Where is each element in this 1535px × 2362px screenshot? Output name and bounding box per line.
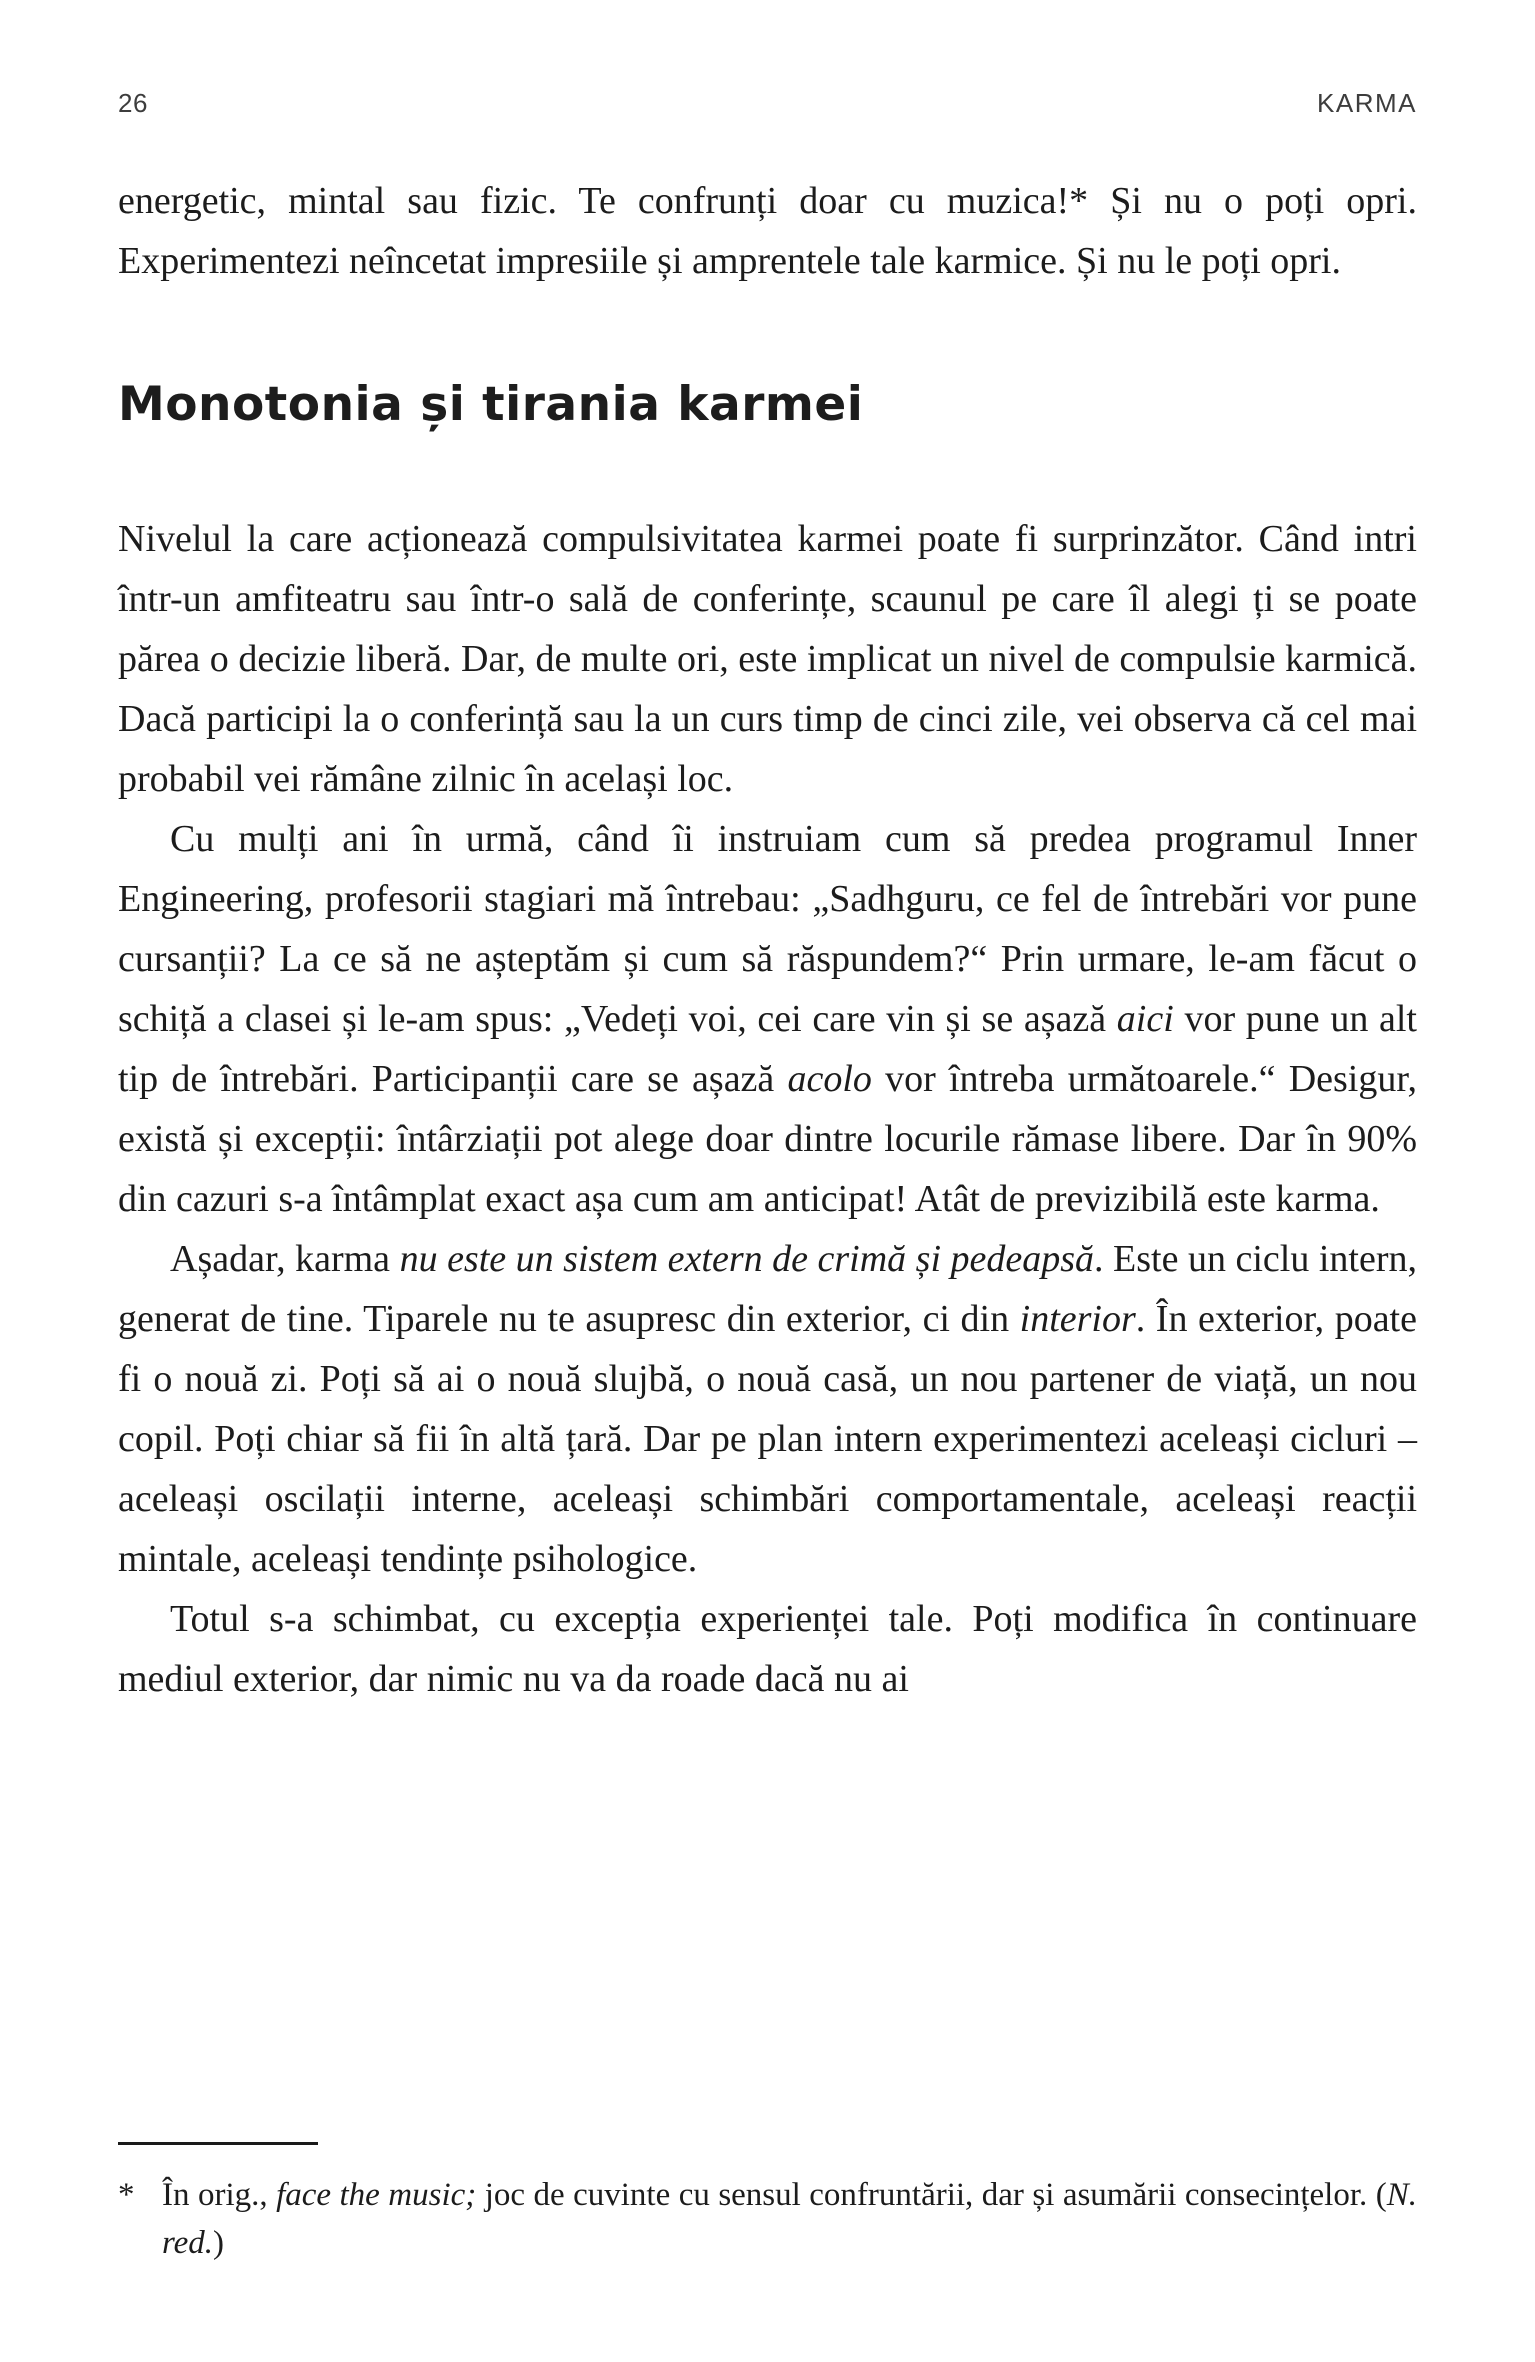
paragraph-2-text: vor pune un alt tip de întrebări. Participanții care se așază — [118, 998, 1417, 1101]
intro-block — [118, 171, 1417, 291]
paragraph-1: Nivelul la care acționează compulsivitatea karmei poate fi surprinzător. Când intri într-un amfiteatru sau într-o sală de conferințe, scaunul pe care îl alegi ți se poate părea o decizie liberă. Dar, de multe ori, este implicat un nivel de compulsie karmică. Dacă participi la o conferință sau la un curs timp de cinci zile, vei observa că cel mai probabil vei rămâne zilnic în același loc. — [118, 518, 1417, 801]
footnote — [118, 2171, 1417, 2267]
footnote-text — [162, 2171, 1417, 2267]
paragraph-3-text: . Este un ciclu intern, generat de tine. Tiparele nu te asupresc din exterior, ci din — [118, 1238, 1417, 1341]
italic-phrase-crima-si-pedeapsa: nu este un sistem extern de crimă și pedeapsă — [399, 1238, 1095, 1281]
italic-phrase-interior: interior — [1019, 1298, 1136, 1341]
paragraph-2-text: vor întreba următoarele.“ Desigur, există și excepții: întârziații pot alege doar dintre locurile rămase libere. Dar în 90% din cazuri s-a întâmplat exact așa cum am anticipat! Atât de previzibilă este karma. — [118, 1058, 1417, 1221]
italic-phrase-n-red: N. red. — [162, 2177, 1417, 2261]
footnote-text-part: ) — [213, 2225, 225, 2261]
footnote-marker: * — [118, 2177, 135, 2213]
italic-phrase-acolo: acolo — [787, 1058, 872, 1101]
footnote-text-part: În orig., — [162, 2177, 277, 2213]
paragraph-3 — [118, 1229, 1417, 1589]
paragraph-2 — [118, 809, 1417, 1229]
running-head — [118, 88, 1417, 119]
section-heading: Monotonia și tirania karmei — [118, 377, 864, 432]
italic-phrase-face-the-music: face the music; — [276, 2177, 477, 2213]
page-number: 26 — [118, 88, 148, 118]
footnote-divider — [118, 2142, 318, 2145]
running-header-title: KARMA — [1317, 88, 1417, 118]
paragraph-2-text: Cu mulți ani în urmă, când îi instruiam cum să predea programul Inner Engineering, profesorii stagiari mă întrebau: „Sadhguru, ce fel de întrebări vor pune cursanții? La ce să ne așteptăm și cum să răspundem?“ Prin urmare, le-am făcut o schiță a clasei și le-am spus: „Vedeți voi, cei care vin și se așază — [118, 818, 1417, 1041]
paragraph-3-text: . În exterior, poate fi o nouă zi. Poți să ai o nouă slujbă, o nouă casă, un nou partener de viață, un nou copil. Poți chiar să fii în altă țară. Dar pe plan intern experimentezi aceleași cicluri – aceleași oscilații interne, aceleași schimbări comportamentale, aceleași reacții mintale, aceleași tendințe psihologice. — [118, 1298, 1417, 1581]
intro-paragraph: energetic, mintal sau fizic. Te confrunți doar cu muzica!* Și nu o poți opri. Experimentezi neîncetat impresiile și amprentele tale karmice. Și nu le poți opri. — [118, 180, 1417, 282]
footnote-block — [118, 2142, 1417, 2267]
paragraph-4: Totul s-a schimbat, cu excepția experienței tale. Poți modifica în continuare mediul exterior, dar nimic nu va da roade dacă nu ai — [118, 1598, 1417, 1701]
italic-phrase-aici: aici — [1116, 998, 1174, 1041]
footnote-text-part: joc de cuvinte cu sensul confruntării, dar și asumării consecințelor. ( — [476, 2177, 1387, 2213]
paragraph-3-text: Așadar, karma — [170, 1238, 400, 1281]
body-text-block — [118, 509, 1417, 1709]
